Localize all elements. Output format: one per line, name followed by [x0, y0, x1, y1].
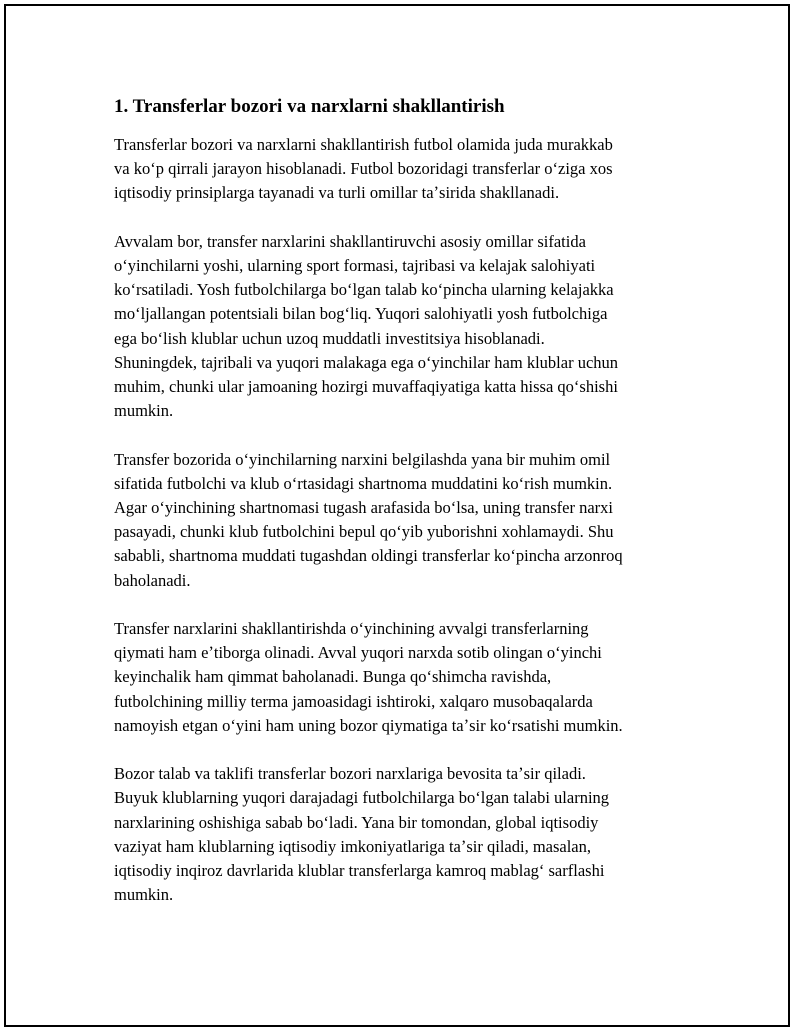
text-line: muhim, chunki ular jamoaning hozirgi muvaffaqiyatiga katta hissa qoʻshishi [114, 377, 618, 397]
text-line: Bozor talab va taklifi transferlar bozori narxlariga bevosita taʼsir qiladi. [114, 764, 586, 784]
section-heading: 1. Transferlar bozori va narxlarni shakllantirish [114, 96, 505, 117]
text-line: sifatida futbolchi va klub oʻrtasidagi shartnoma muddatini koʻrish mumkin. [114, 473, 613, 493]
text-line: oʻyinchilarni yoshi, ularning sport formasi, tajribasi va kelajak salohiyati [114, 256, 596, 275]
text-line: Buyuk klublarning yuqori darajadagi futbolchilarga boʻlgan talabi ularning [114, 788, 610, 808]
text-line: iqtisodiy prinsiplarga tayanadi va turli omillar taʼsirida shakllanadi. [114, 183, 560, 203]
paragraph-3 [114, 448, 694, 593]
paragraph-4 [114, 617, 694, 738]
text-line: Transfer bozorida oʻyinchilarning narxini belgilashda yana bir muhim omil [114, 449, 611, 469]
text-line: koʻrsatiladi. Yosh futbolchilarga boʻlgan talab koʻpincha ularning kelajakka [114, 280, 614, 300]
paragraph-2 [114, 230, 694, 424]
paragraph-5 [114, 762, 694, 907]
text-line: Shuningdek, tajribali va yuqori malakaga ega oʻyinchilar ham klublar uchun [114, 352, 619, 372]
paragraph-1 [114, 133, 694, 206]
text-line: keyinchalik ham qimmat baholanadi. Bunga qoʻshimcha ravishda, [114, 667, 552, 687]
text-line: vaziyat ham klublarning iqtisodiy imkoniyatlariga taʼsir qiladi, masalan, [114, 836, 592, 856]
text-line: va koʻp qirrali jarayon hisoblanadi. Futbol bozoridagi transferlar oʻziga xos [114, 159, 613, 179]
text-line: iqtisodiy inqiroz davrlarida klublar transferlarga kamroq mablagʻ sarflashi [114, 861, 605, 881]
text-line: namoyish etgan oʻyini ham uning bozor qiymatiga taʼsir koʻrsatishi mumkin. [114, 715, 623, 735]
text-line: pasayadi, chunki klub futbolchini bepul qoʻyib yuborishni xohlamaydi. Shu [114, 522, 614, 542]
text-line: sababli, shartnoma muddati tugashdan oldingi transferlar koʻpincha arzonroq [114, 546, 623, 566]
text-line: Agar oʻyinchining shartnomasi tugash arafasida boʻlsa, uning transfer narxi [114, 498, 613, 518]
text-line: moʻljallangan potentsiali bilan bogʻliq. Yuqori salohiyatli yosh futbolchiga [114, 304, 608, 324]
text-line: Transferlar bozori va narxlarni shakllantirish futbol olamida juda murakkab [114, 135, 613, 154]
text-line: futbolchining milliy terma jamoasidagi ishtiroki, xalqaro musobaqalarda [114, 691, 593, 711]
document-body [114, 96, 694, 932]
text-line: ega boʻlish klublar uchun uzoq muddatli investitsiya hisoblanadi. [114, 328, 545, 348]
text-line: qiymati ham eʼtiborga olinadi. Avval yuqori narxda sotib olingan oʻyinchi [114, 643, 602, 663]
text-line: mumkin. [114, 401, 174, 421]
text-line: Transfer narxlarini shakllantirishda oʻyinchining avvalgi transferlarning [114, 619, 589, 639]
text-line: narxlarining oshishiga sabab boʻladi. Yana bir tomondan, global iqtisodiy [114, 812, 599, 832]
text-line: mumkin. [114, 885, 174, 905]
text-line: baholanadi. [114, 570, 191, 590]
text-line: Avvalam bor, transfer narxlarini shakllantiruvchi asosiy omillar sifatida [114, 231, 586, 251]
